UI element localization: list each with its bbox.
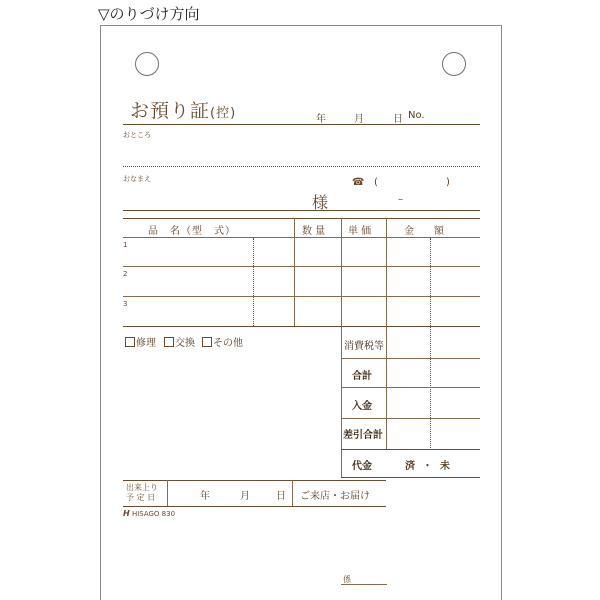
form-title-suffix: (控) [210, 106, 237, 121]
summary-tax-label: 消費税等 [344, 341, 384, 352]
summary-payment-label: 代金 [352, 461, 372, 472]
completion-label [126, 483, 158, 503]
name-label: おなまえ [123, 175, 151, 183]
honorific-sama: 様 [312, 193, 329, 212]
phone-open-paren: ( [374, 177, 378, 188]
table-header-underline [123, 237, 480, 238]
completion-label-line2: 予 定 日 [126, 493, 156, 502]
header-qty: 数 量 [302, 226, 326, 237]
date-year-label: 年 [316, 114, 326, 125]
number-label: No. [408, 110, 425, 121]
address-label: おところ [123, 131, 151, 139]
paid-status: 済 ・ 未 [405, 461, 452, 472]
table-bottom-border [123, 326, 480, 327]
footer-top-border [123, 480, 386, 481]
option-exchange[interactable] [164, 334, 195, 349]
phone-icon: ☎ [352, 177, 365, 188]
checkbox-repair[interactable] [125, 337, 135, 347]
checkbox-exchange[interactable] [164, 337, 174, 347]
summary-bottom-border [341, 477, 480, 478]
footer-bottom-border [123, 506, 386, 507]
table-dotted-divider [253, 238, 254, 326]
header-unit-price: 単 価 [348, 226, 372, 237]
completion-month-label: 月 [240, 491, 250, 502]
option-exchange-label: 交換 [175, 338, 195, 349]
header-amount: 金 額 [404, 226, 444, 237]
row-number-3: 3 [123, 300, 128, 308]
punch-hole-left [135, 52, 159, 76]
phone-dash: – [398, 194, 403, 205]
staff-label: 係 [343, 575, 351, 584]
table-row-line-2 [123, 296, 480, 297]
form-title-main: お預り証 [130, 100, 211, 122]
summary-total-label: 合計 [352, 371, 372, 382]
table-col-divider-qty [294, 218, 295, 326]
completion-year-label: 年 [200, 491, 210, 502]
option-other[interactable] [202, 334, 243, 349]
name-underline [123, 210, 480, 211]
date-day-label: 日 [393, 114, 403, 125]
punch-hole-right [442, 52, 466, 76]
summary-balance-label: 差引合計 [343, 430, 383, 441]
date-month-label: 月 [354, 114, 364, 125]
completion-label-line1: 出来上り [126, 483, 158, 492]
summary-dotted-divider [430, 326, 431, 450]
footer-divider-2 [292, 480, 293, 506]
summary-line-2 [341, 387, 480, 388]
summary-line-1 [341, 358, 480, 359]
title-underline [123, 124, 480, 125]
summary-line-3 [341, 418, 480, 419]
amount-dotted-divider [430, 238, 431, 326]
brand-text: HISAGO 830 [131, 510, 176, 518]
table-row-line-1 [123, 266, 480, 267]
table-col-divider-price [341, 218, 342, 326]
delivery-label: ご来店・お届け [300, 491, 370, 502]
option-other-label: その他 [213, 338, 243, 349]
staff-line[interactable] [341, 584, 387, 585]
summary-received-label: 入金 [352, 401, 372, 412]
summary-left-border [341, 326, 342, 478]
brand-mark [123, 509, 175, 518]
completion-day-label: 日 [276, 491, 286, 502]
address-line[interactable] [123, 166, 480, 167]
glue-direction-note: ▽のりづけ方向 [98, 5, 200, 23]
checkbox-other[interactable] [202, 337, 212, 347]
header-item: 品 名（型 式） [148, 226, 236, 237]
row-number-2: 2 [123, 270, 128, 278]
phone-close-paren: ) [446, 177, 450, 188]
brand-logo-icon: H [123, 509, 130, 518]
form-title [130, 96, 236, 123]
footer-divider-1 [167, 480, 168, 506]
table-col-divider-amount [386, 218, 387, 326]
row-number-1: 1 [123, 241, 128, 249]
table-top-border [123, 218, 480, 219]
summary-line-4 [341, 449, 480, 450]
option-repair-label: 修理 [136, 338, 156, 349]
summary-label-divider [386, 326, 387, 450]
option-repair[interactable] [125, 334, 156, 349]
